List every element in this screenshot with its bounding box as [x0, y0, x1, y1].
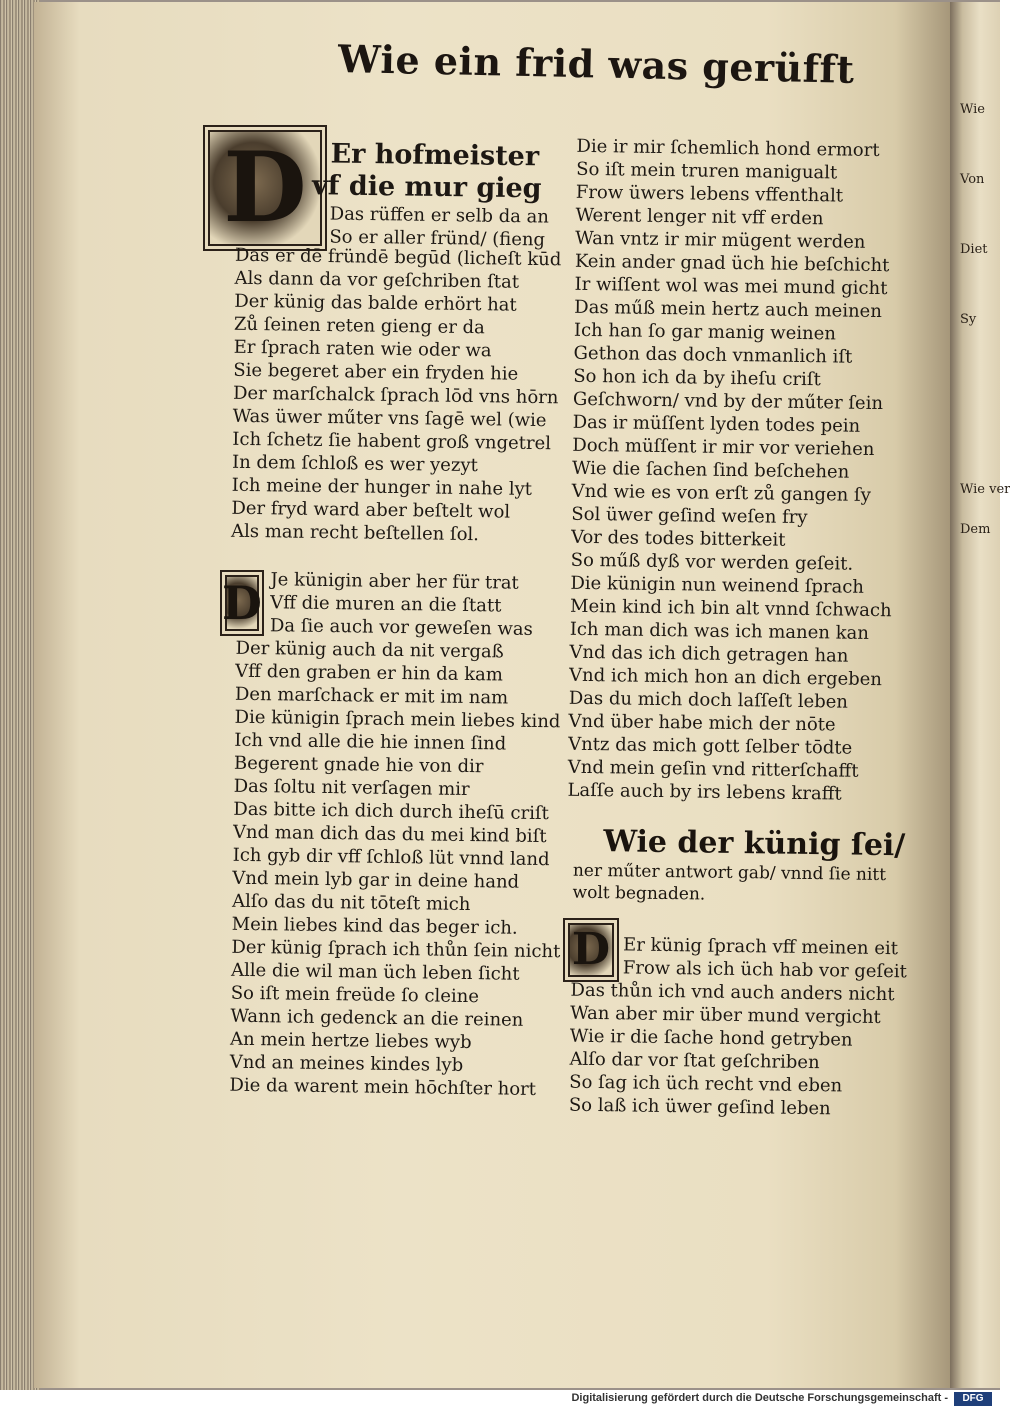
text-line: Frow als ich üch hab vor geſeit [622, 957, 907, 983]
funding-notice: Digitalisierung gefördert durch die Deutsche Forschungsgemeinschaft - [571, 1392, 948, 1404]
text-line: An mein hertze liebes wyb [229, 1028, 472, 1054]
section-heading [572, 824, 905, 909]
text-line: So er aller fründ/ (fieng [329, 226, 546, 251]
text-line: Die ir mir ſchemlich hond ermort [576, 135, 880, 162]
right-column-text-1 [567, 135, 898, 806]
text-line: Alſo das du nit tōteſt mich [231, 890, 471, 916]
text-line: Ich gyb dir vff ſchloß lüt vnnd land [232, 844, 550, 871]
text-line: Sie begeret aber ein fryden hie [233, 359, 519, 385]
text-line: Er künig ſprach vff meinen eit [622, 934, 899, 960]
intro-lines [311, 138, 550, 251]
text-line: Der marſchalck ſprach lōd vns hōrn [232, 382, 559, 409]
text-line: Wie ir die ſache hond getryben [569, 1025, 853, 1051]
left-column-text-2 [229, 568, 565, 1102]
text-line: Mein liebes kind das beger ich. [231, 913, 518, 939]
text-line: Vnd das ich dich getragen han [569, 641, 849, 667]
text-line: Was üwer műter vns ſagē wel (wie [232, 405, 547, 432]
text-line: Mein kind ich bin alt vnnd ſchwach [569, 595, 892, 622]
section-subtitle: ner műter antwort gab/ vnnd ſie nitt [572, 860, 887, 886]
text-line: Den marſchack er mit im nam [234, 683, 509, 709]
text-line: So iſt mein truren manigualt [576, 158, 838, 184]
dfg-logo-label: DFG [962, 1393, 984, 1404]
text-line: Wan vntz ir mir mügent werden [575, 227, 866, 253]
text-line: Werent lenger nit vff erden [575, 204, 824, 230]
text-line: Ir wiſſent wol was mei mund gicht [574, 273, 888, 300]
text-line: So műß dyß vor werden geſeit. [570, 549, 854, 575]
text-line: Die künigin nun weinend ſprach [570, 572, 865, 598]
text-line: Kein ander gnad üch hie beſchicht [574, 250, 890, 277]
text-line: Alſo dar vor ſtat geſchriben [569, 1048, 820, 1074]
text-line: Frow üwers lebens vffenthalt [575, 181, 844, 207]
intro-line: Er hofmeister [330, 138, 540, 173]
initial-letter: D [223, 131, 307, 244]
text-line: Der fryd ward aber beſtelt wol [231, 497, 511, 523]
dfg-logo[interactable] [954, 1392, 992, 1406]
text-line: Er ſprach raten wie oder wa [233, 336, 492, 362]
text-line: Das rüffen er selb da an [329, 203, 550, 228]
page-heading: Wie ein frid was gerüfft [337, 36, 855, 92]
text-line: So hon ich da by iheſu criſt [573, 365, 821, 391]
text-line: Das műß mein hertz auch meinen [574, 296, 883, 323]
text-line: Als man recht beſtellen ſol. [230, 520, 480, 546]
text-line: Als dann da vor geſchriben ſtat [234, 267, 520, 293]
section-subtitle: wolt begnaden. [572, 882, 706, 905]
text-line: So iſt mein freüde ſo cleine [230, 982, 480, 1008]
text-line: Der künig das balde erhört hat [234, 290, 517, 316]
text-line: So ſag ich üch recht vnd eben [569, 1071, 843, 1097]
left-column-text-1 [231, 244, 562, 548]
text-line: Vnd mein geſin vnd ritterſchafft [567, 756, 859, 782]
text-line: Vnd an meines kindes lyb [229, 1051, 464, 1076]
text-line: Sol üwer geſind weſen fry [571, 503, 808, 529]
text-line: Das thůn ich vnd auch anders nicht [570, 979, 895, 1006]
text-line: Vnd mein lyb gar in deine hand [232, 867, 520, 893]
text-line: In dem ſchloß es wer yezyt [231, 451, 478, 477]
text-line: Alle die wil man üch leben ſicht [230, 959, 520, 985]
text-line: Vor des todes bitterkeit [570, 526, 786, 551]
text-line: Vnd man dich das du mei kind biſt [232, 821, 547, 848]
text-line: Doch müſſent ir mir vor veriehen [572, 434, 875, 460]
section-title: Wie der künig ſei/ [603, 824, 906, 864]
text-line: Vnd wie es von erſt zů gangen ſy [571, 480, 871, 506]
text-line: Begerent gnade hie von dir [233, 752, 484, 778]
next-page-bleed-text: Wie ver [960, 482, 1010, 497]
intro-line: vf die mur gieg [311, 170, 542, 205]
next-page-bleed-text: Sy [960, 312, 977, 327]
text-line: Geſchworn/ vnd by der műter ſein [572, 388, 884, 415]
text-line: Das ſoltu nit verſagen mir [233, 775, 470, 801]
text-line: Je künigin aber her für trat [270, 569, 519, 594]
footer-bar [0, 1390, 1000, 1409]
text-line: Zů ſeinen reten gieng er da [233, 313, 486, 339]
text-line: Vntz das mich gott ſelber tōdte [568, 733, 853, 759]
text-line: Ich han ſo gar manig weinen [573, 319, 837, 345]
text-line: Wie die ſachen ſind beſchehen [571, 457, 850, 483]
text-line: Ich meine der hunger in nahe lyt [231, 474, 533, 500]
text-line: So laß ich üwer geſind leben [568, 1094, 831, 1120]
decorated-initial [203, 125, 327, 251]
text-line: Der künig auch da nit vergaß [235, 637, 504, 663]
text-line: Ich man dich was ich manen kan [569, 618, 870, 644]
next-page-bleed-text: Diet [960, 242, 988, 257]
text-line: Vff den graben er hin da kam [235, 660, 504, 686]
initial-letter: D [222, 576, 262, 630]
text-line: Da ſie auch vor geweſen was [269, 615, 533, 640]
text-line: Die da warent mein hōchſter hort [229, 1074, 537, 1100]
text-line: Vff die muren an die ſtatt [270, 592, 502, 617]
text-line: Ich ſchetz ſie habent groß vngetrel [232, 428, 552, 455]
text-line: Der künig ſprach ich thůn ſein nicht [231, 936, 561, 963]
text-line: Das du mich doch laſſeſt leben [568, 687, 849, 713]
text-line: Vnd ich mich hon an dich ergeben [568, 664, 883, 691]
next-page-bleed-text: Dem [960, 522, 991, 537]
text-line: Laſſe auch by irs lebens krafft [567, 779, 842, 805]
next-page-edge [950, 2, 1010, 1388]
text-line: Das er dē fründē begūd (licheſt kūd [234, 244, 562, 271]
text-line: Die künigin ſprach mein liebes kind [234, 706, 561, 733]
next-page-bleed-text: Wie [960, 102, 985, 117]
next-page-bleed-text: Von [960, 172, 985, 187]
text-line: Wan aber mir über mund vergicht [570, 1002, 881, 1028]
text-line: Wann ich gedenck an die reinen [230, 1005, 524, 1031]
right-column-text-2 [569, 933, 908, 1122]
initial-letter: D [571, 924, 611, 975]
text-line: Vnd über habe mich der nōte [568, 710, 836, 736]
text-line: Ich vnd alle die hie innen ſind [234, 729, 507, 755]
text-line: Gethon das doch vnmanlich iſt [573, 342, 853, 368]
text-line: Das ir müſſent lyden todes pein [572, 411, 861, 437]
text-line: Das bitte ich dich durch iheſū criſt [233, 798, 549, 825]
